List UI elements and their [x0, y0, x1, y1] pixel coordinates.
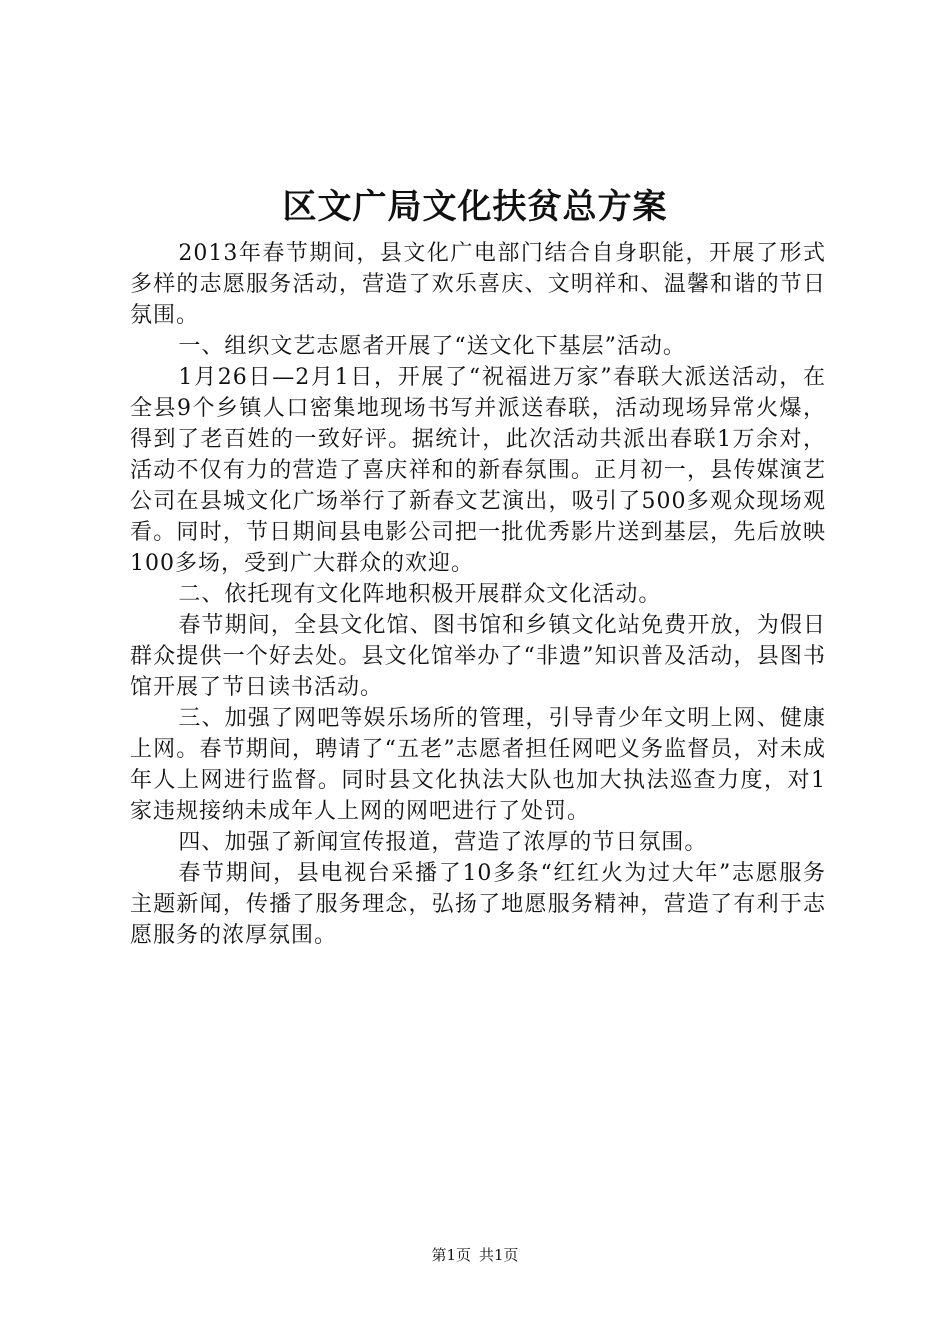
paragraph-section-2: 春节期间，全县文化馆、图书馆和乡镇文化站免费开放，为假日群众提供一个好去处。县文化馆举办了“非遗”知识普及活动，县图书馆开展了节日读书活动。 — [130, 613, 826, 700]
page-number-total: 共1页 — [479, 1246, 519, 1264]
paragraph-section-3: 三、加强了网吧等娱乐场所的管理，引导青少年文明上网、健康上网。春节期间，聘请了“五老”志愿者担任网吧义务监督员，对未成年人上网进行监督。同时县文化执法大队也加大执法巡查力度，对1家违规接纳未成年人上网的网吧进行了处罚。 — [130, 706, 826, 824]
section-heading-1: 一、组织文艺志愿者开展了“送文化下基层”活动。 — [178, 334, 686, 359]
paragraph-section-4: 春节期间，县电视台采播了10多条“红红火为过大年”志愿服务主题新闻，传播了服务理念，弘扬了地愿服务精神，营造了有利于志愿服务的浓厚氛围。 — [130, 861, 826, 948]
paragraph-section-1: 1月26日—2月1日，开展了“祝福进万家”春联大派送活动，在全县9个乡镇人口密集地现场书写并派送春联，活动现场异常火爆，得到了老百姓的一致好评。据统计，此次活动共派出春联1万余对，活动不仅有力的营造了喜庆祥和的新春氛围。正月初一，县传媒演艺公司在县城文化广场举行了新春文艺演出，吸引了500多观众现场观看。同时，节日期间县电影公司把一批优秀影片送到基层，先后放映100多场，受到广大群众的欢迎。 — [130, 365, 826, 576]
document-body — [130, 238, 826, 951]
section-heading-2: 二、依托现有文化阵地积极开展群众文化活动。 — [178, 582, 662, 607]
paragraph-intro: 2013年春节期间，县文化广电部门结合自身职能，开展了形式多样的志愿服务活动，营造了欢乐喜庆、文明祥和、温馨和谐的节日氛围。 — [130, 241, 826, 328]
page-footer — [0, 1245, 950, 1265]
document-title: 区文广局文化扶贫总方案 — [282, 187, 668, 227]
page-number-current: 第1页 — [431, 1246, 471, 1264]
section-heading-4: 四、加强了新闻宣传报道，营造了浓厚的节日氛围。 — [178, 830, 708, 855]
